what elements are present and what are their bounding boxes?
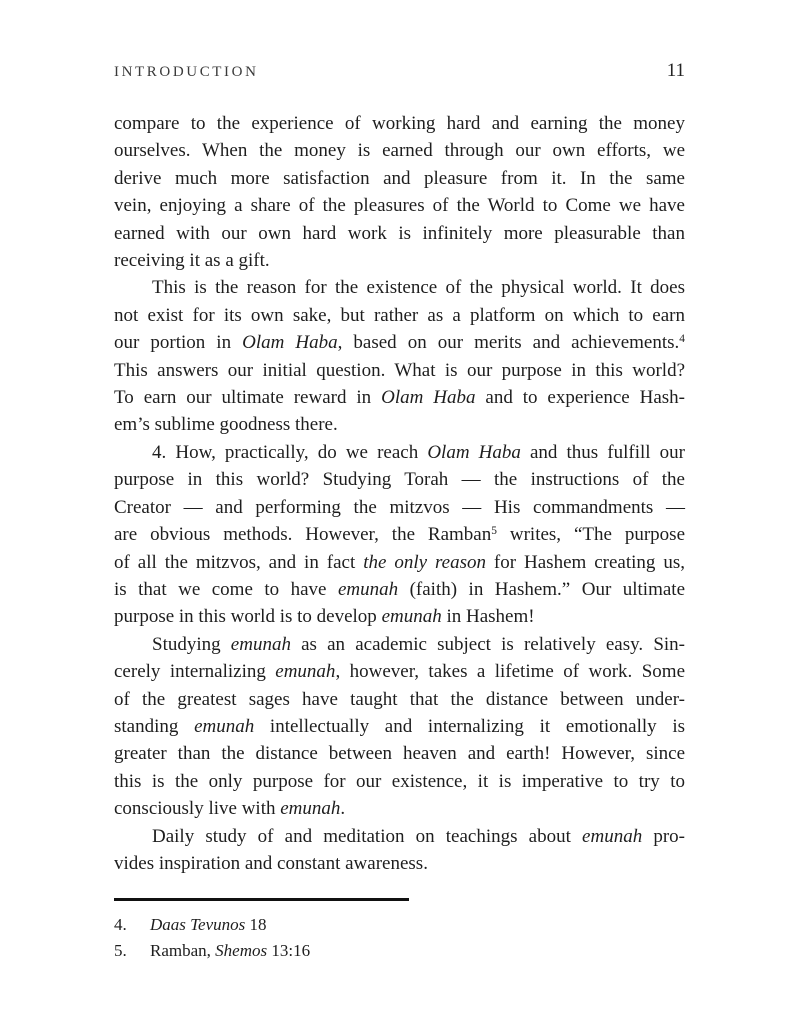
footnote-item [114,938,685,964]
paragraph [114,110,685,274]
text-line: are obvious methods. However, the Ramban$^5$ writes, “The purpose [114,524,686,546]
text-line: em’s sublime goodness there. [114,414,338,436]
text-line: vein, enjoying a share of the pleasures of the World to Come we have [114,195,685,217]
footnote-text: Daas Tevunos 18 [150,915,267,934]
text-line: receiving it as a gift. [114,250,270,272]
text-line: greater than the distance between heaven and earth! However, since [114,743,685,765]
text-line: 4. How, practically, do we reach Olam Haba and thus fulfill our [152,441,685,463]
text-line: This answers our initial question. What is our purpose in this world? [114,359,685,381]
paragraph [114,439,685,631]
footnote-item [114,912,685,938]
text-line: is that we come to have emunah (faith) in Hashem.” Our ultimate [114,578,686,600]
text-line: our portion in Olam Haba, based on our merits and achievements.$^4$ [114,332,685,354]
text-line: standing emunah intellectually and internalizing it emotionally is [114,715,685,737]
text-line: cerely internalizing emunah, however, takes a lifetime of work. Some [114,661,685,683]
paragraph [114,631,685,823]
text-line: Daily study of and meditation on teachings about emunah pro- [152,825,686,847]
text-line: compare to the experience of working hard and earning the money [114,113,685,134]
text-line: of the greatest sages have taught that the distance between under- [114,688,685,710]
body-text [114,110,685,877]
text-line: vides inspiration and constant awareness. [114,852,428,874]
running-title: INTRODUCTION [114,64,259,80]
footnote-text: Ramban, Shemos 13:16 [150,941,311,960]
paragraph [114,274,685,438]
text-line: of all the mitzvos, and in fact the only reason for Hashem creating us, [114,551,685,573]
page-header [114,60,685,82]
text-line: ourselves. When the money is earned through our own efforts, we [114,140,685,162]
text-line: not exist for its own sake, but rather as a platform on which to earn [114,304,685,326]
text-line: To earn our ultimate reward in Olam Haba and to experience Hash- [114,387,685,409]
paragraph [114,823,685,878]
text-line: This is the reason for the existence of the physical world. It does [152,277,685,299]
text-line: this is the only purpose for our existence, it is imperative to try to [114,770,685,792]
footnote-number: 5. [114,941,127,960]
text-line: earned with our own hard work is infinitely more pleasurable than [114,222,685,244]
text-line: purpose in this world is to develop emunah in Hashem! [114,606,535,628]
page-number: 11 [666,60,685,81]
text-line: derive much more satisfaction and pleasure from it. In the same [114,167,685,189]
footnotes [114,912,685,964]
text-line: consciously live with emunah. [114,798,346,820]
text-line: Studying emunah as an academic subject is relatively easy. Sin- [152,633,685,655]
text-line: Creator — and performing the mitzvos — His commandments — [114,496,685,518]
text-line: purpose in this world? Studying Torah — the instructions of the [114,469,685,491]
footnote-number: 4. [114,915,127,934]
footnote-separator-rule [114,898,409,901]
